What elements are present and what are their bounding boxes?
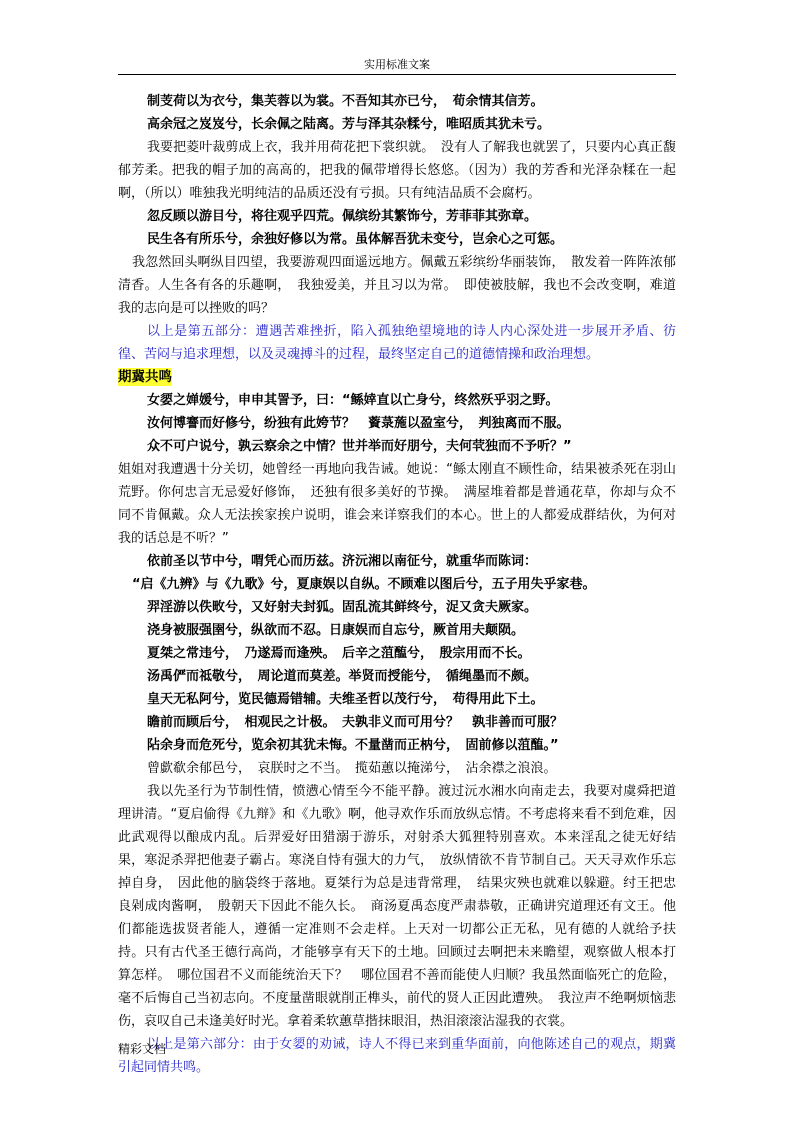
poem-line: 依前圣以节中兮，喟凭心而历兹。济沅湘以南征兮，就重华而陈词： <box>147 554 538 569</box>
document-body <box>118 90 676 1079</box>
section-heading: 期冀共鸣 <box>118 369 172 385</box>
header-divider <box>118 74 676 75</box>
poem-line: 汝何博謇而好修兮，纷独有此姱节？ 薋菉葹以盈室兮， 判独离而不服。 <box>147 416 570 431</box>
translation-paragraph: 姐姐对我遭遇十分关切，她曾经一再地向我告诫。她说：“鲧太刚直不顾性命，结果被杀死在羽山荒野。你何忠言无忌爱好修饰， 还独有很多美好的节操。 满屋堆着都是普通花草，你却与众不同不肯佩戴。众人无法挨家挨户说明，谁会来详察我们的本心。世上的人都爱成群结伙，为何对我的话总是不听？” <box>118 462 676 546</box>
page-header: 实用标准文案 <box>364 58 430 71</box>
translation-paragraph: 我要把菱叶裁剪成上衣，我并用荷花把下裳织就。 没有人了解我也就罢了，只要内心真正馥郁芳柔。把我的帽子加的高高的，把我的佩带增得长悠悠。（因为）我的芳香和光泽杂糅在一起啊，（所以）唯独我光明纯洁的品质还没有亏损。只有纯洁品质不会腐朽。 <box>118 140 676 201</box>
poem-line: 羿淫游以佚畋兮，又好射夫封狐。固乱流其鲜终兮，浞又贪夫厥家。 <box>147 600 538 615</box>
poem-line: 皇天无私阿兮，览民德焉错辅。夫维圣哲以茂行兮， 苟得用此下土。 <box>147 692 544 707</box>
page-footer: 精彩文档 <box>118 1042 167 1056</box>
poem-line: 制芰荷以为衣兮，集芙蓉以为裳。不吾知其亦已兮， 荀余情其信芳。 <box>147 94 544 109</box>
section-summary: 以上是第六部分：由于女媭的劝诫，诗人不得已来到重华面前，向他陈述自己的观点，期冀引起同情共鸣。 <box>118 1037 676 1075</box>
translation-paragraph: 我以先圣行为节制性情，愤懑心情至今不能平静。渡过沅水湘水向南走去，我要对虞舜把道理讲清。“夏启偷得《九辩》和《九歌》啊，他寻欢作乐而放纵忘情。不考虑将来看不到危难，因此武观得以酿成内乱。后羿爱好田猎溺于游乐，对射杀大狐狸特别喜欢。本来淫乱之徒无好结果，寒浞杀羿把他妻子霸占。寒浇自恃有强大的力气， 放纵情欲不肯节制自己。天天寻欢作乐忘掉自身， 因此他的脑袋终于落地。夏桀行为总是违背常理， 结果灾殃也就难以躲避。纣王把忠良剁成肉酱啊， 殷朝天下因此不能久长。 商汤夏禹态度严肃恭敬，正确讲究道理还有文王。他们都能选拔贤者能人，遵循一定准则不会走样。上天对一切都公正无私，见有德的人就给予扶持。只有古代圣王德行高尚，才能够享有天下的土地。回顾过去啊把未来瞻望，观察做人根本打算怎样。 哪位国君不义而能统治天下？ 哪位国君不善而能使人归顺？我虽然面临死亡的危险，毫不后悔自己当初志向。不度量凿眼就削正榫头，前代的贤人正因此遭殃。 我泣声不绝啊烦恼悲伤，哀叹自己未逢美好时光。拿着柔软蕙草揩抹眼泪，热泪滚滚沾湿我的衣裳。 <box>118 784 676 1029</box>
poem-line: 夏桀之常违兮， 乃遂焉而逢殃。 后辛之菹醢兮， 殷宗用而不长。 <box>147 646 531 661</box>
poem-line: 民生各有所乐兮，余独好修以为常。虽体解吾犹未变兮，岂余心之可惩。 <box>147 232 564 247</box>
poem-line: 瞻前而顾后兮， 相观民之计极。 夫孰非义而可用兮？ 孰非善而可服？ <box>147 715 564 730</box>
poem-line: 女媭之婵媛兮，申申其詈予，曰：“鲧婞直以亡身兮，终然殀乎羽之野。 <box>147 393 559 408</box>
poem-line: 曾歔欷余郁邑兮， 哀朕时之不当。 揽茹蕙以掩涕兮， 沾余襟之浪浪。 <box>147 761 557 776</box>
poem-line: 众不可户说兮，孰云察余之中情？世并举而好朋兮，夫何茕独而不予听？” <box>147 439 572 454</box>
poem-line: 高余冠之岌岌兮，长余佩之陆离。芳与泽其杂糅兮，唯昭质其犹未亏。 <box>147 117 551 132</box>
poem-line: 浇身被服强圉兮，纵欲而不忍。日康娱而自忘兮，厥首用夫颠陨。 <box>147 623 525 638</box>
poem-line: 阽余身而危死兮，览余初其犹未悔。不量凿而正枘兮， 固前修以菹醢。” <box>147 738 559 753</box>
poem-line: 忽反顾以游目兮，将往观乎四荒。佩缤纷其繁饰兮，芳菲菲其弥章。 <box>147 209 538 224</box>
section-summary: 以上是第五部分：遭遇苦难挫折，陷入孤独绝望境地的诗人内心深处进一步展开矛盾、彷徨、苦闷与追求理想，以及灵魂搏斗的过程，最终坚定自己的道德情操和政治理想。 <box>118 324 676 362</box>
poem-line: 汤禹俨而祗敬兮， 周论道而莫差。举贤而授能兮， 循绳墨而不颇。 <box>147 669 538 684</box>
section-heading-row <box>118 366 676 389</box>
poem-line: “启《九辨》与《九歌》兮，夏康娱以自纵。不顾难以图后兮，五子用失乎家巷。 <box>132 577 596 592</box>
translation-paragraph: 我忽然回头啊纵目四望，我要游观四面遥远地方。佩戴五彩缤纷华丽装饰， 散发着一阵阵浓郁清香。人生各有各的乐趣啊， 我独爱美，并且习以为常。 即使被肢解，我也不会改变啊，难道我的志向是可以挫败的吗？ <box>118 255 676 316</box>
